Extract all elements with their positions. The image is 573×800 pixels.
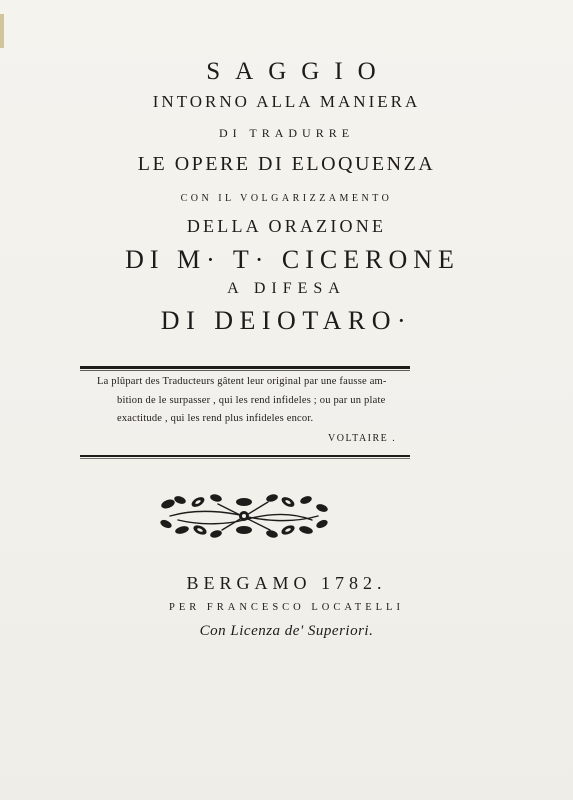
epigraph-rule-bottom-thin [80, 458, 410, 459]
title-tradurre: DI TRADURRE [218, 126, 355, 140]
title-cicerone: DI M· T· CICERONE [125, 245, 460, 274]
title-deiotaro: DI DEIOTARO· [160, 306, 413, 335]
title-volgarizzamento: CON IL VOLGARIZZAMENTO [180, 193, 393, 204]
imprint-place-year: BERGAMO 1782. [186, 573, 387, 593]
page-edge-stain [0, 14, 4, 48]
epigraph-rule-top [80, 366, 410, 369]
floral-vignette-icon [158, 490, 330, 542]
epigraph-line-2: bition de le surpasser , qui les rend infideles ; ou par un plate [117, 395, 386, 406]
title-eloquenza: LE OPERE DI ELOQUENZA [137, 153, 436, 175]
imprint-license: Con Licenza de' Superiori. [199, 623, 374, 639]
imprint-printer: PER FRANCESCO LOCATELLI [169, 602, 404, 613]
title-orazione: DELLA ORAZIONE [186, 216, 387, 236]
title-saggio: SAGGIO [206, 58, 391, 85]
epigraph-author: VOLTAIRE . [328, 433, 397, 444]
title-intorno: INTORNO ALLA MANIERA [152, 92, 421, 111]
epigraph-line-3: exactitude , qui les rend plus infideles encor. [117, 413, 314, 424]
epigraph-rule-top-thin [80, 370, 410, 371]
epigraph-line-1: La plûpart des Traducteurs gâtent leur original par une fausse am- [97, 376, 387, 387]
epigraph-rule-bottom [80, 455, 410, 457]
title-difesa: A DIFESA [227, 280, 346, 297]
